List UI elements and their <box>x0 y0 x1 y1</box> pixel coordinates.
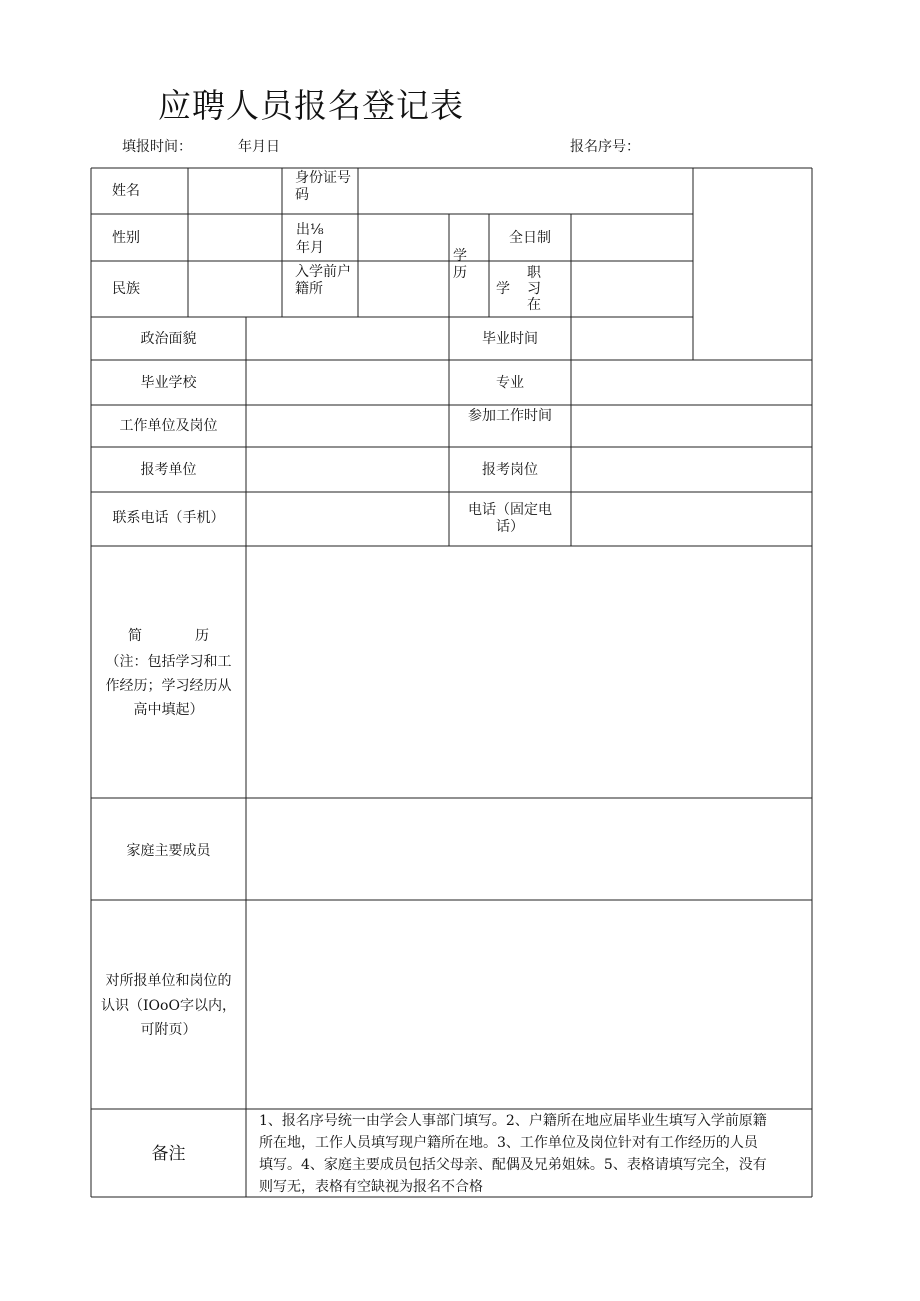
resume-note-line1: （注：包括学习和工 <box>105 654 232 670</box>
fulltime-label: 全日制 <box>509 230 551 246</box>
fill-date-placeholder: 年月日 <box>238 139 280 155</box>
birth-label-line2: 年月 <box>296 240 324 256</box>
mobile-phone-label: 联系电话（手机） <box>112 510 225 526</box>
political-status-label: 政治面貌 <box>140 331 197 347</box>
gender-field[interactable] <box>189 215 281 260</box>
remarks-text-line3: 填写。4、家庭主要成员包括父母亲、配偶及兄弟姐妹。5、表格请填写完全，没有 <box>259 1157 767 1173</box>
graduation-time-label: 毕业时间 <box>482 331 538 347</box>
fill-time-label: 填报时间： <box>122 139 192 155</box>
landline-phone-field[interactable] <box>572 493 811 545</box>
ethnicity-label: 民族 <box>112 281 140 297</box>
understanding-label-line1: 对所报单位和岗位的 <box>105 973 232 989</box>
resume-label-b: 历 <box>195 628 209 644</box>
work-start-time-label: 参加工作时间 <box>468 408 552 424</box>
landline-label-line2: 话） <box>496 519 524 535</box>
family-members-field[interactable] <box>247 799 811 899</box>
id-number-label-line2: 码 <box>295 187 309 203</box>
name-label: 姓名 <box>112 183 140 199</box>
education-label-char2: 历 <box>453 265 467 281</box>
hukou-label-line2: 籍所 <box>295 281 323 297</box>
understanding-label-line3: 可附页） <box>140 1022 197 1038</box>
understanding-field[interactable] <box>247 901 811 1108</box>
id-number-label-line1: 身份证号 <box>295 170 351 186</box>
apply-unit-label: 报考单位 <box>140 462 197 478</box>
remarks-text-line4: 则写无，表格有空缺视为报名不合格 <box>259 1179 483 1195</box>
work-start-time-field[interactable] <box>572 406 811 446</box>
mobile-phone-field[interactable] <box>247 493 448 545</box>
education-label-char1: 学 <box>453 248 467 264</box>
remarks-text-line2: 所在地，工作人员填写现户籍所在地。3、工作单位及岗位针对有工作经历的人员 <box>259 1135 758 1151</box>
major-field[interactable] <box>572 361 811 404</box>
graduation-time-field[interactable] <box>572 318 692 359</box>
remarks-text-line1: 1、报名序号统一由学会人事部门填写。2、户籍所在地应届毕业生填写入学前原籍 <box>259 1113 767 1129</box>
name-field[interactable] <box>189 169 281 213</box>
hukou-label-line1: 入学前户 <box>295 264 351 280</box>
landline-label-line1: 电话（固定电 <box>468 502 552 518</box>
apply-post-field[interactable] <box>572 448 811 491</box>
remarks-label: 备注 <box>151 1144 186 1164</box>
form-title: 应聘人员报名登记表 <box>158 86 464 125</box>
resume-note-line2: 作经历；学习经历从 <box>105 678 232 694</box>
resume-note-line3: 高中填起） <box>133 702 204 718</box>
work-unit-label: 工作单位及岗位 <box>119 418 218 434</box>
ethnicity-field[interactable] <box>189 262 281 316</box>
gender-label: 性别 <box>112 230 140 246</box>
serial-number-label: 报名序号： <box>570 139 640 155</box>
graduation-school-field[interactable] <box>247 361 448 404</box>
apply-post-label: 报考岗位 <box>482 462 538 478</box>
resume-label-a: 简 <box>128 628 142 644</box>
parttime-education-field[interactable] <box>572 262 692 316</box>
birth-date-field[interactable] <box>359 215 448 260</box>
parttime-label-c: 习 <box>527 281 541 297</box>
political-status-field[interactable] <box>247 318 448 359</box>
major-label: 专业 <box>496 375 524 391</box>
parttime-label-a: 职 <box>527 265 541 281</box>
parttime-label-b: 学 <box>496 281 510 297</box>
birth-label-line1: 出⅛ <box>296 222 324 238</box>
parttime-label-d: 在 <box>527 297 541 313</box>
family-members-label: 家庭主要成员 <box>126 843 211 859</box>
understanding-label-line2: 认识（IOoO字以内， <box>101 998 236 1014</box>
graduation-school-label: 毕业学校 <box>140 375 197 391</box>
fulltime-education-field[interactable] <box>572 215 692 260</box>
photo-box[interactable] <box>694 169 811 359</box>
resume-field[interactable] <box>247 547 811 797</box>
id-number-field[interactable] <box>359 169 692 213</box>
apply-unit-field[interactable] <box>247 448 448 491</box>
hukou-field[interactable] <box>359 262 448 316</box>
work-unit-field[interactable] <box>247 406 448 446</box>
